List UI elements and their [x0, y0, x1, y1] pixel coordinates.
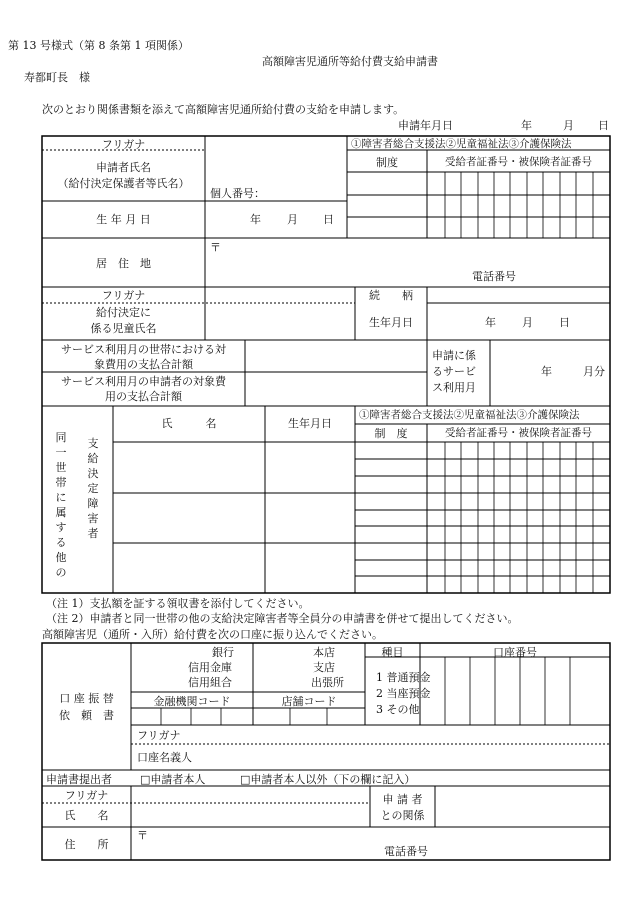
applicant-name-label-1: 申請者氏名 — [96, 161, 151, 174]
submitter-label: 申請書提出者 — [46, 773, 112, 786]
address-label: 居 住 地 — [96, 257, 151, 270]
child-name-label-2: 係る児童氏名 — [90, 322, 157, 335]
bank-type-shinkin: 信用金庫 — [188, 661, 232, 674]
service-month-label-1: 申請に係 — [432, 349, 476, 362]
date-year: 年 — [521, 119, 532, 132]
member-birth-header: 生年月日 — [288, 417, 332, 430]
transfer-intro: 高額障害児（通所・入所）給付費を次の口座に振り込んでください。 — [42, 628, 383, 641]
household-vertical-left: 同一世帯に属する他の — [55, 431, 67, 579]
household-cost-label-2: 象費用の支払合計額 — [94, 358, 193, 371]
form-title: 高額障害児通所等給付費支給申請書 — [262, 55, 438, 68]
applicant-furigana-label: フリガナ — [101, 138, 146, 151]
submitter-relation-label-2: との関係 — [380, 809, 425, 822]
child-name-label-1: 給付決定に — [96, 306, 151, 319]
applicant-system-label: 制度 — [376, 156, 398, 169]
applicant-birth-day: 日 — [323, 213, 334, 226]
submitter-relation-label-1: 申 請 者 — [382, 793, 423, 806]
bank-transfer-label-1: 口 座 振 替 — [59, 692, 114, 705]
applicant-birth-year: 年 — [250, 213, 261, 226]
service-month-year: 年 — [541, 365, 552, 378]
child-birth-month: 月 — [522, 316, 533, 329]
applicant-law-header: ①障害者総合支援法②児童福祉法③介護保険法 — [351, 138, 572, 150]
child-birth-year: 年 — [485, 316, 496, 329]
holder-furigana-label: フリガナ — [137, 729, 181, 742]
account-type-label: 種目 — [381, 646, 404, 659]
household-vertical-right: 支給決定障害者 — [87, 437, 99, 540]
applicant-cost-label-1: サービス利用月の申請者の対象費 — [61, 375, 226, 388]
household-cost-label-1: サービス利用月の世帯における対 — [61, 343, 226, 356]
service-month-suffix: 月分 — [583, 365, 605, 378]
member-law-header: ①障害者総合支援法②児童福祉法③介護保険法 — [359, 409, 580, 421]
applicant-birth-label: 生 年 月 日 — [96, 213, 151, 226]
service-month-label-2: るサービ — [432, 365, 476, 378]
addressee: 寿都町長 様 — [24, 71, 90, 84]
branch-shucchojo: 出張所 — [311, 676, 344, 689]
child-birth-label: 生年月日 — [369, 316, 413, 329]
branch-honten: 本店 — [313, 646, 335, 659]
address-postal-mark: 〒 — [210, 241, 221, 254]
date-day: 日 — [598, 119, 609, 132]
submitter-phone-label: 電話番号 — [384, 845, 428, 858]
submitter-furigana-label: フリガナ — [64, 789, 109, 802]
branch-code-label: 店舗コード — [281, 695, 337, 708]
applicant-name-label-2: （給付決定保護者等氏名） — [57, 177, 190, 190]
child-relation-label: 続 柄 — [369, 289, 413, 302]
submitter-self-checkbox[interactable]: □申請者本人 — [140, 773, 206, 786]
date-label: 申請年月日 — [398, 119, 453, 132]
address-phone-label: 電話番号 — [472, 270, 516, 283]
child-furigana-label: フリガナ — [101, 289, 146, 302]
personal-number-label: 個人番号： — [210, 187, 265, 200]
account-type-toza: 2 当座預金 — [376, 687, 431, 700]
note-2: （注 2）申請者と同一世帯の他の支給決定障害者等全員分の申請書を併せて提出してください。 — [46, 612, 519, 625]
submitter-other-checkbox[interactable]: □申請者本人以外（下の欄に記入） — [240, 773, 416, 786]
intro-text: 次のとおり関係書類を添えて高額障害児通所給付費の支給を申請します。 — [42, 103, 405, 116]
service-month-label-3: ス利用月 — [432, 381, 476, 394]
submitter-address-label: 住 所 — [64, 838, 109, 851]
bank-type-kumiai: 信用組合 — [188, 676, 232, 689]
bank-transfer-label-2: 依 頼 書 — [59, 709, 114, 722]
note-1: （注 1）支払額を証する領収書を添付してください。 — [46, 597, 310, 610]
form-number: 第 13 号様式（第 8 条第 1 項関係） — [8, 39, 189, 52]
member-name-header: 氏 名 — [161, 417, 217, 430]
bank-type-bank: 銀行 — [212, 646, 234, 659]
member-cert-label: 受給者証番号・被保険者証番号 — [445, 427, 592, 439]
submitter-postal-mark: 〒 — [137, 829, 148, 842]
applicant-birth-month: 月 — [287, 213, 298, 226]
date-month: 月 — [563, 119, 574, 132]
account-number-label: 口座番号 — [493, 646, 537, 659]
account-type-other: 3 その他 — [376, 703, 420, 716]
account-type-futsu: 1 普通預金 — [376, 671, 431, 684]
member-system-label: 制 度 — [374, 427, 408, 440]
child-birth-day: 日 — [559, 316, 570, 329]
branch-shiten: 支店 — [313, 661, 335, 674]
applicant-cost-label-2: 用の支払合計額 — [105, 390, 182, 403]
account-holder-label: 口座名義人 — [137, 751, 192, 764]
applicant-cert-label: 受給者証番号・被保険者証番号 — [445, 156, 592, 168]
submitter-name-label: 氏 名 — [64, 809, 109, 822]
bank-code-label: 金融機関コード — [153, 695, 231, 708]
